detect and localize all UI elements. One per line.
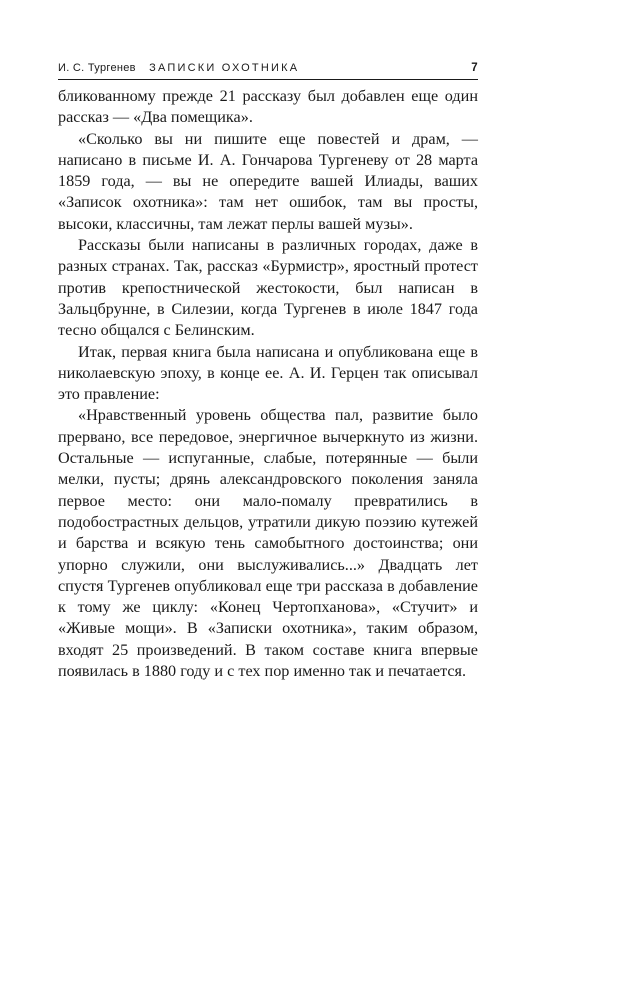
page-number: 7 xyxy=(471,62,478,74)
paragraph-stories-written: Рассказы были написаны в различных городах, даже в разных странах. Так, рассказ «Бурмистр», яростный протест против крепостнической жестокости, был написан в Зальцбрунне, в Силезии, когда Тургенев в июле 1847 года тесно общался с Белинским. xyxy=(58,236,478,340)
paragraph-herzen-quote: «Нравственный уровень общества пал, развитие было прервано, все передовое, энергичное вычеркнуто из жизни. Остальные — испуганные, слабые, потерянные — были мелки, пусты; дрянь александровского поколения заняла первое место: они мало-помалу превратились в подобострастных дельцов, утратили дикую поэзию кутежей и барства и всякую тень самобытного достоинства; они упорно служили, они выслуживались...» Двадцать лет спустя Тургенев опубликовал еще три рассказа в добавление к тому же циклу: «Конец Чертопханова», «Стучит» и «Живые мощи». В «Записки охотника», таким образом, входят 25 произведений. В таком составе книга впервые появилась в 1880 году и с тех пор именно так и печатается. xyxy=(58,406,478,681)
paragraph-nicholas-era: Итак, первая книга была написана и опубликована еще в николаевскую эпоху, в конце ее. А. И. Герцен так описывал это правление: xyxy=(58,342,478,404)
running-head xyxy=(58,62,478,80)
paragraph-continuation: бликованному прежде 21 рассказу был добавлен еще один рассказ — «Два помещика». xyxy=(58,87,478,127)
author-name: И. С. Тургенев xyxy=(58,62,136,74)
running-head-left xyxy=(58,62,299,74)
book-page xyxy=(58,62,478,682)
book-title: ЗАПИСКИ ОХОТНИКА xyxy=(149,62,300,74)
paragraph-goncharov-quote: «Сколько вы ни пишите еще повестей и драм, — написано в письме И. А. Гончарова Тургеневу от 28 марта 1859 года, — вы не опередите вашей Илиады, ваших «Записок охотника»: там нет ошибок, там вы просты, высоки, классичны, там лежат перлы вашей музы». xyxy=(58,129,478,233)
body-text xyxy=(58,86,478,682)
